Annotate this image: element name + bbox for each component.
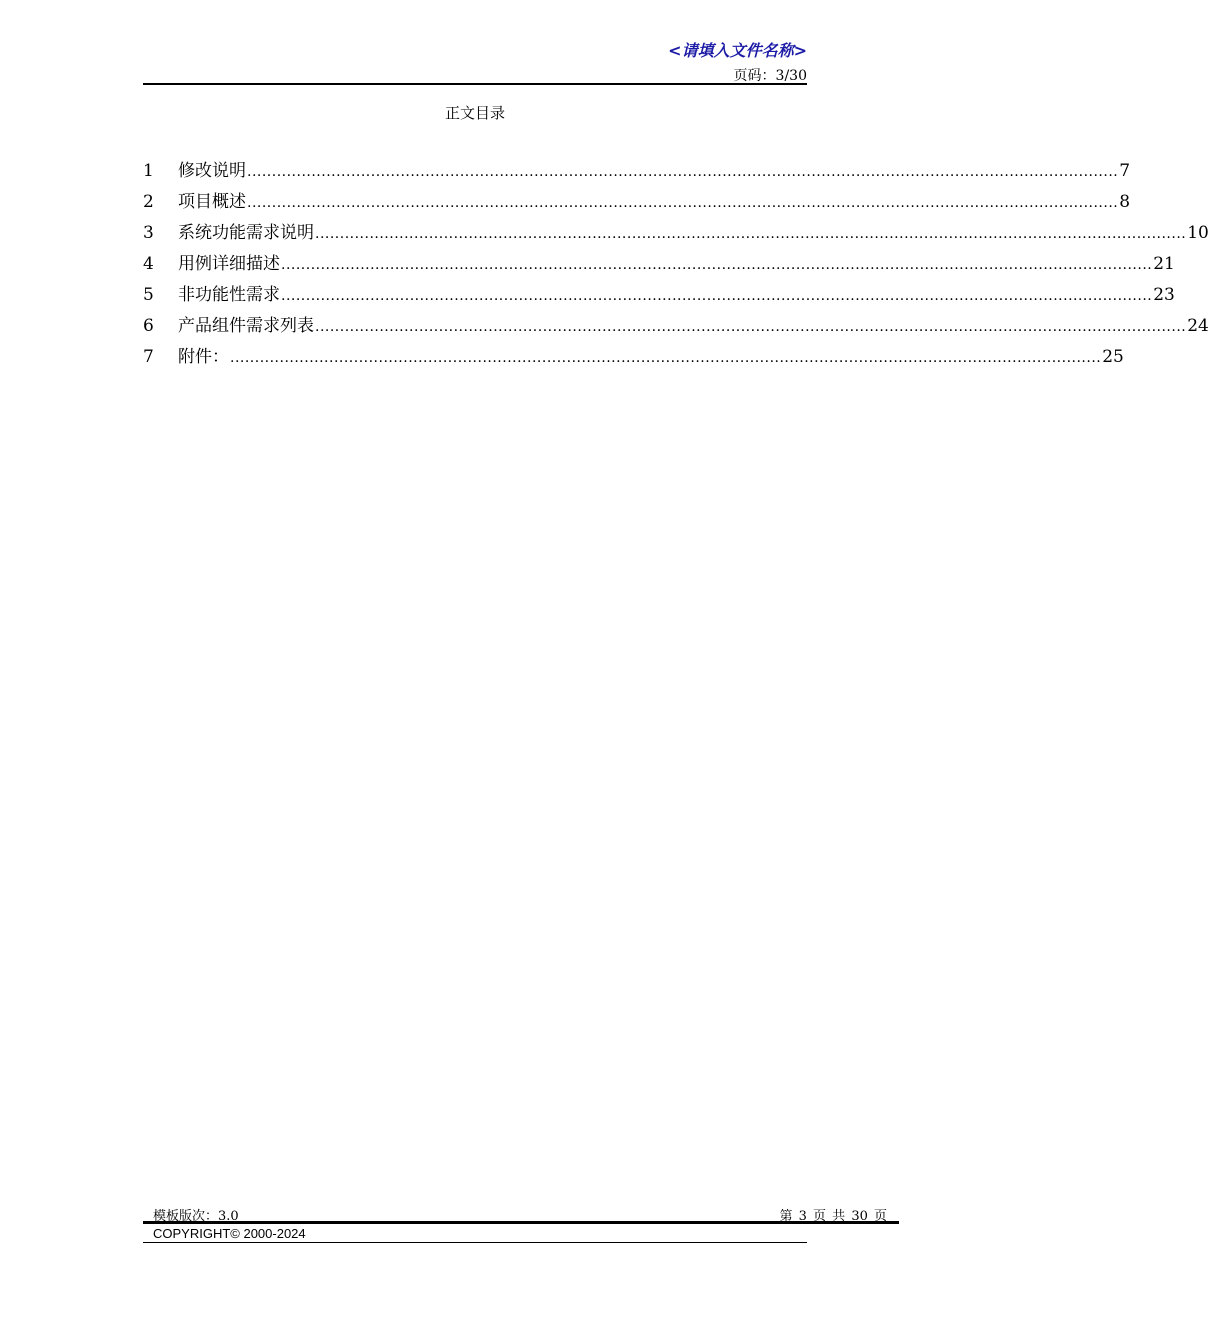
toc-entry-number: 6 — [143, 316, 154, 336]
toc-entry-title: 修改说明 — [178, 161, 246, 181]
toc-dot-leader: ................................................................................................................................................................................ — [281, 257, 1153, 273]
toc-entry-title: 用例详细描述 — [178, 254, 280, 274]
toc-entry-number: 5 — [143, 285, 154, 305]
toc-entry-page: 10 — [1187, 223, 1209, 243]
toc-entry-1[interactable] — [143, 160, 1131, 191]
toc-entry-page: 8 — [1119, 192, 1131, 212]
toc-entry-title: 附件： — [178, 347, 229, 367]
toc-entry-page: 7 — [1119, 161, 1131, 181]
toc-entry-number: 2 — [143, 192, 154, 212]
toc-entry-4[interactable] — [143, 253, 1175, 284]
toc-entry-number: 7 — [143, 347, 154, 367]
toc-entry-title: 系统功能需求说明 — [178, 223, 314, 243]
toc-entry-3[interactable] — [143, 222, 1209, 253]
toc-entry-title: 项目概述 — [178, 192, 246, 212]
toc-dot-leader: ................................................................................................................................................................................ — [281, 288, 1153, 304]
toc-entry-title: 产品组件需求列表 — [178, 316, 314, 336]
header-document-title: <请填入文件名称> — [668, 41, 807, 60]
toc-entry-number: 1 — [143, 161, 154, 181]
toc-entry-6[interactable] — [143, 315, 1209, 346]
toc-entry-page: 25 — [1102, 347, 1124, 367]
toc-entry-page: 23 — [1153, 285, 1175, 305]
footer-page-count: 第 3 页 共 30 页 — [779, 1209, 887, 1224]
header-page-number: 页码：3/30 — [733, 68, 807, 84]
toc-entry-title: 非功能性需求 — [178, 285, 280, 305]
footer-template-version: 模板版次：3.0 — [153, 1209, 239, 1224]
toc-entry-page: 21 — [1153, 254, 1175, 274]
toc-entry-2[interactable] — [143, 191, 1131, 222]
toc-dot-leader: ................................................................................................................................................................................ — [247, 195, 1119, 211]
toc-entry-5[interactable] — [143, 284, 1175, 315]
toc-entry-number: 4 — [143, 254, 154, 274]
footer-rule-thin — [143, 1242, 807, 1243]
toc-dot-leader: ................................................................................................................................................................................ — [247, 164, 1119, 180]
header-rule — [143, 83, 807, 85]
toc-entry-7[interactable] — [143, 346, 1124, 377]
toc-dot-leader: ................................................................................................................................................................................ — [315, 319, 1187, 335]
toc-entry-page: 24 — [1187, 316, 1209, 336]
toc-dot-leader: ................................................................................................................................................................................ — [315, 226, 1187, 242]
toc-entry-number: 3 — [143, 223, 154, 243]
table-of-contents — [143, 160, 1209, 377]
footer-rule-thick — [143, 1221, 899, 1224]
toc-dot-leader: ................................................................................................................................................................................ — [230, 350, 1102, 366]
toc-heading: 正文目录 — [444, 104, 505, 122]
footer-copyright: COPYRIGHT© 2000-2024 — [153, 1226, 306, 1241]
